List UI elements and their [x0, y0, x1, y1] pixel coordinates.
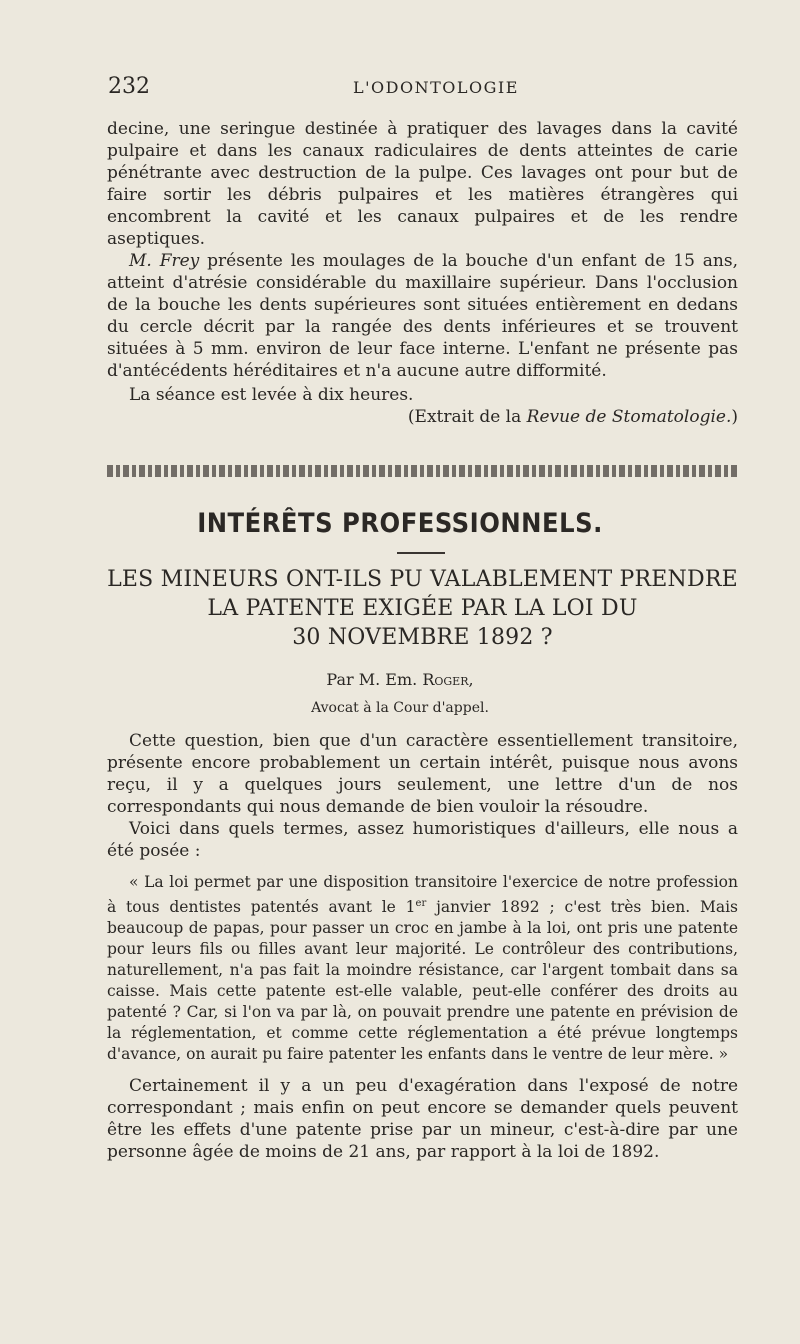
paragraph-question: Cette question, bien que d'un caractère essentiellement transitoire, présente encore probablement un certain intérêt, puisque nous avons reçu, il y a quelques jours seulement, une lettre d'un de nos correspondants qui nous demande de bien vouloir la résoudre. — [107, 731, 738, 817]
page-number: 232 — [108, 74, 150, 99]
quote-part-1: « La loi permet par une disposition transitoire l'exercice de notre profession à tous dentistes patentés avant le 1 — [107, 873, 738, 917]
quoted-letter — [107, 872, 738, 1065]
source-prefix: (Extrait de la — [407, 407, 527, 427]
byline — [0, 670, 800, 689]
author-affiliation: Avocat à la Cour d'appel. — [311, 700, 489, 716]
article-title-line-1: LES MINEURS ONT-ILS PU VALABLEMENT PRENDRE — [107, 567, 738, 592]
session-closed: La séance est levée à dix heures. — [129, 385, 414, 405]
article-title-line-3: 30 NOVEMBRE 1892 ? — [292, 625, 553, 650]
frey-text: présente les moulages de la bouche d'un enfant de 15 ans, atteint d'atrésie considérable du maxillaire supérieur. Dans l'occlusion de la bouche les dents supérieures sont situées entièrement en dedans du cercle décrit par la rangée des dents inférieures et se trouvent situées à 5 mm. environ de leur face interne. L'enfant ne présente pas d'antécédents héréditaires et n'a aucune autre difformité. — [107, 251, 738, 381]
page-header — [108, 74, 738, 104]
quote-part-2: janvier 1892 ; c'est très bien. Mais beaucoup de papas, pour passer un croc en jambe à la loi, ont pris une patente pour leurs fils ou filles avant leur majorité. Le contrôleur des contributions, naturellement, n'a pas fait la moindre résistance, car l'argent tombait dans sa caisse. Mais cette patente est-elle valable, peut-elle conférer des droits au patenté ? Car, si l'on va par là, on pouvait prendre une patente en prévision de la réglementation, et comme cette réglementation a été prévue longtemps d'avance, on aurait pu faire patenter les enfants dans le ventre de leur mère. » — [107, 898, 738, 1064]
ornamental-divider — [107, 465, 738, 477]
source-suffix: ) — [731, 407, 738, 427]
article-title — [100, 565, 745, 652]
paragraph-conclusion: Certainement il y a un peu d'exagération dans l'exposé de notre correspondant ; mais enfin on peut encore se demander quels peuvent être les effets d'une patente prise par un mineur, c'est-à-dire par une personne âgée de moins de 21 ans, par rapport à la loi de 1892. — [107, 1076, 738, 1163]
source-journal: Revue de Stomatologie. — [526, 407, 732, 427]
article-body — [107, 730, 738, 1163]
article-title-line-2: LA PATENTE EXIGÉE PAR LA LOI DU — [207, 596, 638, 621]
section-heading: INTÉRÊTS PROFESSIONNELS. — [197, 508, 603, 539]
byline-prefix: Par M. Em. — [326, 670, 423, 689]
source-citation — [107, 406, 738, 428]
paragraph-terms: Voici dans quels termes, assez humoristiques d'ailleurs, elle nous a été posée : — [107, 819, 738, 861]
frey-name: M. Frey — [129, 251, 200, 271]
paragraph-frey — [107, 250, 738, 382]
author-name: Roger — [422, 670, 469, 689]
byline-suffix: , — [468, 670, 474, 689]
previous-article-end — [107, 118, 738, 428]
paragraph-syringe: decine, une seringue destinée à pratiquer des lavages dans la cavité pulpaire et dans les canaux radiculaires de dents atteintes de carie pénétrante avec destruction de la pulpe. Ces lavages ont pour but de faire sortir les débris pulpaires et les matières étrangères qui encombrent la cavité et les canaux pulpaires et de les rendre aseptiques. — [107, 119, 738, 249]
title-rule — [397, 552, 445, 554]
running-title: L'ODONTOLOGIE — [353, 78, 519, 97]
quote-superscript: er — [415, 898, 427, 909]
